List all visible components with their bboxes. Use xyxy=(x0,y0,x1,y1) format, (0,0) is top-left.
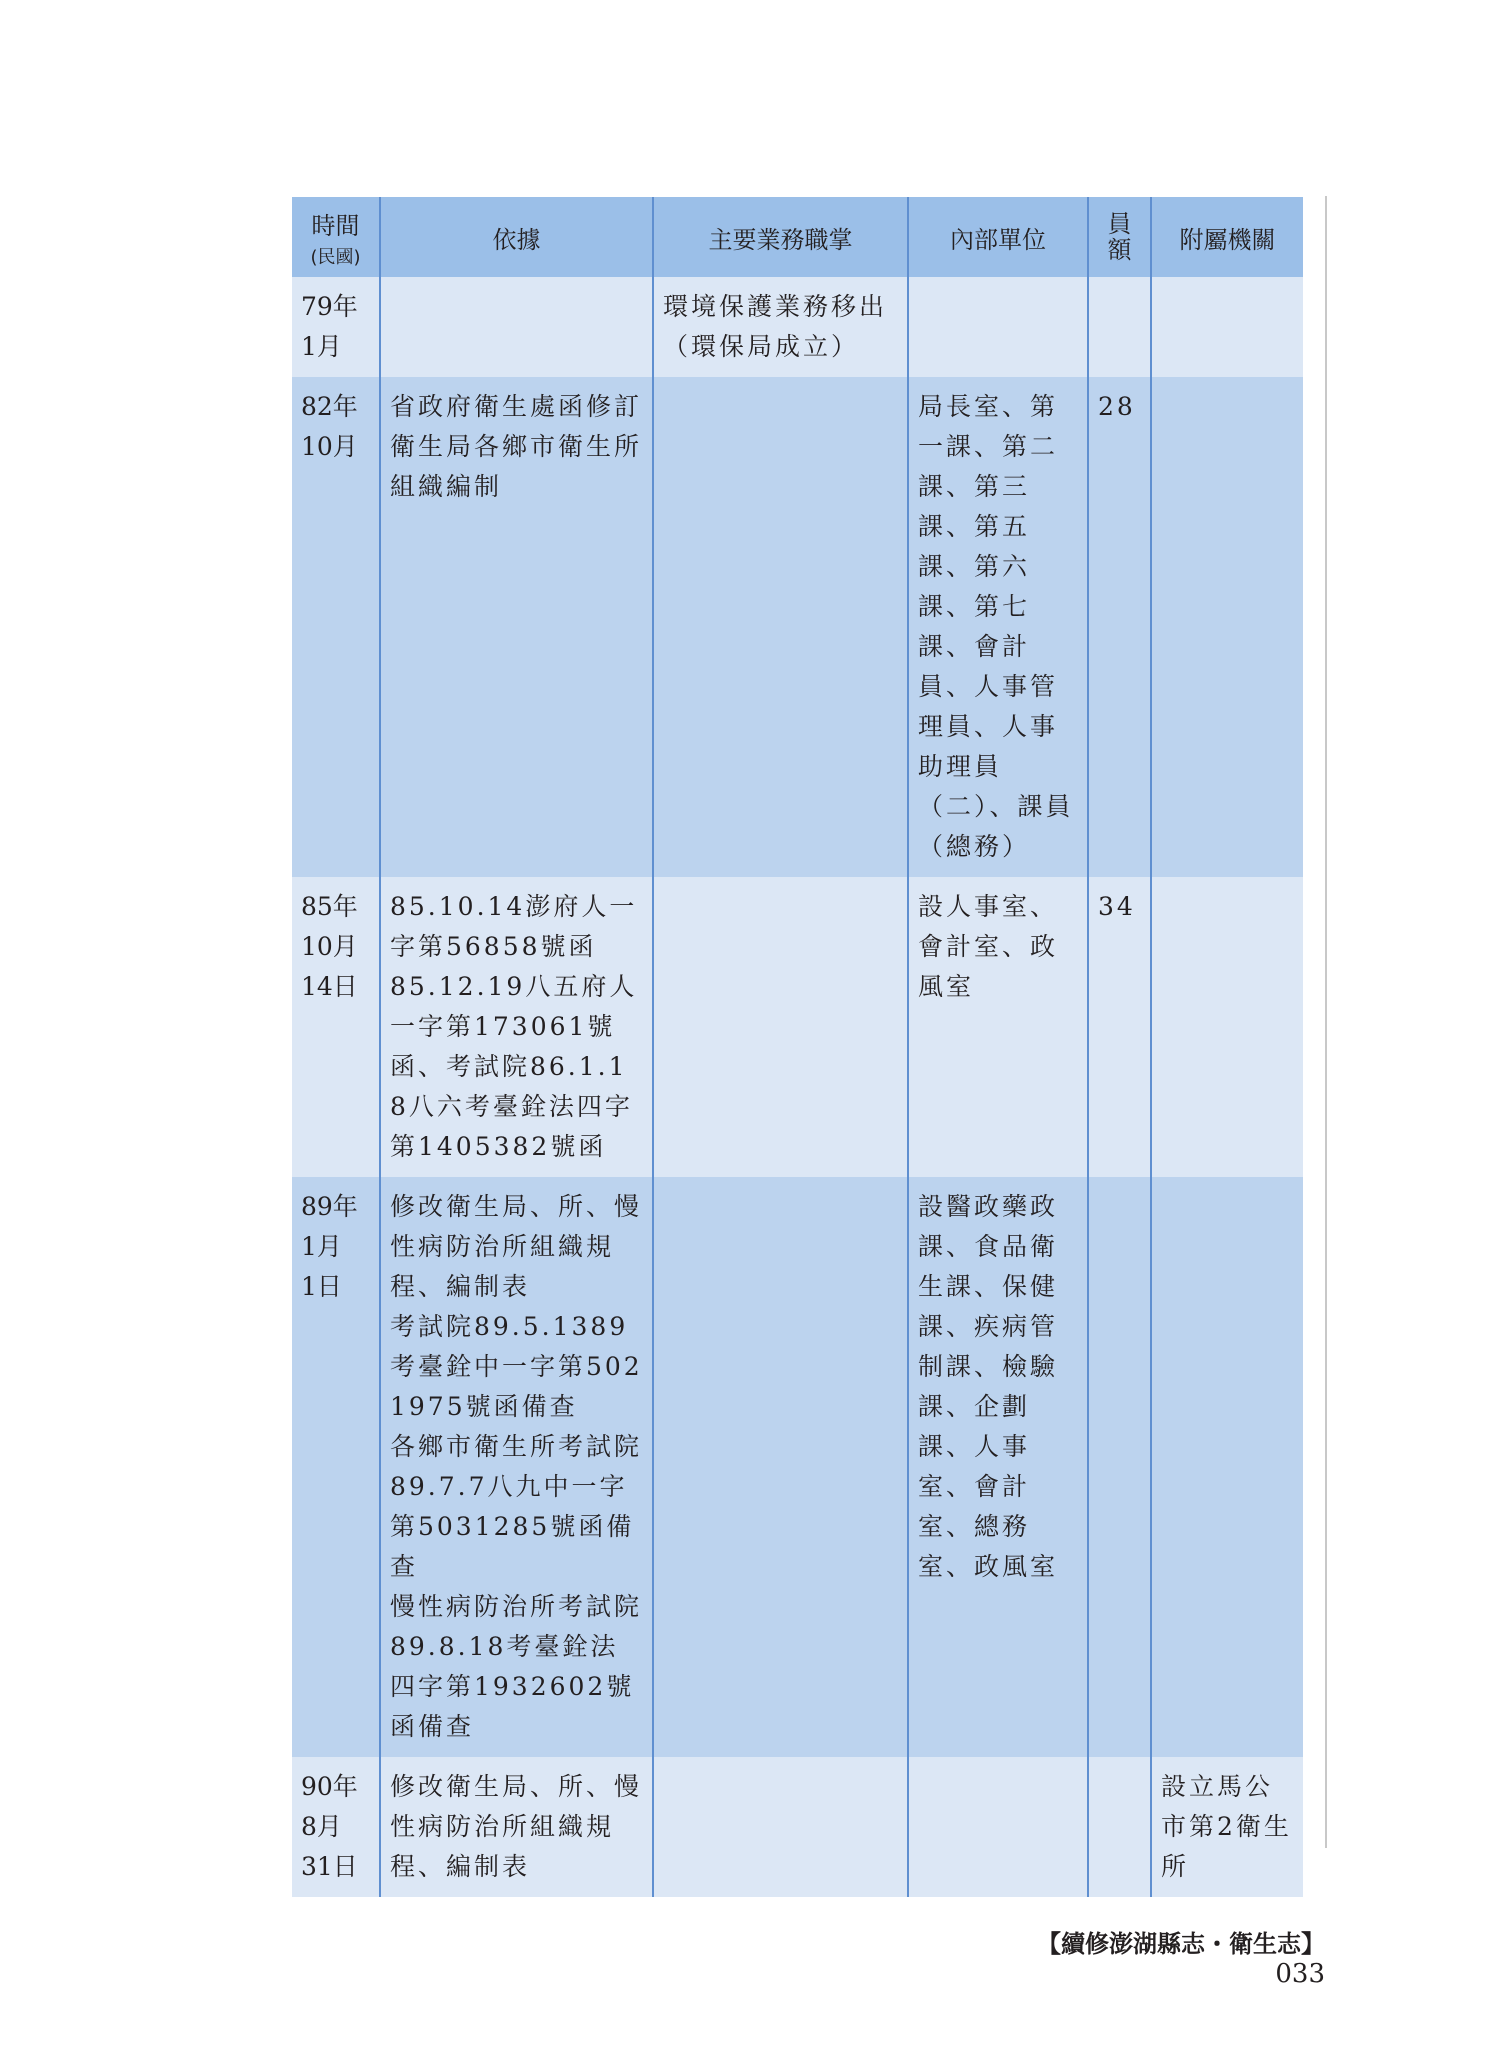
header-duties: 主要業務職掌 xyxy=(653,197,908,277)
table-header-row xyxy=(292,197,1303,277)
cell-basis: 修改衛生局、所、慢性病防治所組織規程、編制表 考試院89.5.1389考臺銓中一字第5021975號函備查 各鄉市衛生所考試院89.7.7八九中一字第5031285號函備查 慢性病防治所考試院89.8.18考臺銓法四字第1932602號函備查 xyxy=(390,1192,643,1741)
cell-basis: 省政府衛生處函修訂衛生局各鄉市衛生所組織編制 xyxy=(390,392,643,501)
cell-time: 79年 1月 xyxy=(301,292,358,361)
header-time: 時間 (民國) xyxy=(292,197,380,277)
cell-staff: 34 xyxy=(1098,892,1136,921)
header-units: 內部單位 xyxy=(908,197,1088,277)
cell-time: 85年 10月 14日 xyxy=(301,892,358,1001)
cell-staff xyxy=(1089,277,1150,297)
cell-affiliated xyxy=(1152,377,1303,397)
cell-time: 90年 8月 31日 xyxy=(301,1772,358,1881)
header-time-sub: (民國) xyxy=(310,246,361,268)
header-staff: 員額 xyxy=(1088,197,1151,277)
cell-staff: 28 xyxy=(1098,392,1136,421)
cell-basis xyxy=(381,277,652,297)
table-row xyxy=(292,1177,1303,1757)
table-row xyxy=(292,1757,1303,1897)
cell-duties xyxy=(654,1177,907,1197)
page-number: 033 xyxy=(1275,1959,1325,1989)
header-affiliated: 附屬機關 xyxy=(1151,197,1303,277)
table-row xyxy=(292,377,1303,877)
book-title: 【續修澎湖縣志・衛生志】 xyxy=(1037,1929,1325,1958)
cell-staff xyxy=(1089,1757,1150,1777)
cell-units: 局長室、第一課、第二課、第三課、第五課、第六課、第七課、會計員、人事管理員、人事助理員（二）、課員（總務） xyxy=(918,392,1074,861)
cell-duties: 環境保護業務移出（環保局成立） xyxy=(663,292,888,361)
cell-units xyxy=(909,277,1087,297)
header-basis: 依據 xyxy=(380,197,653,277)
page-margin-rule xyxy=(1325,196,1327,1848)
cell-units: 設人事室、會計室、政風室 xyxy=(918,892,1059,1001)
cell-units xyxy=(909,1757,1087,1777)
cell-basis: 修改衛生局、所、慢性病防治所組織規程、編制表 xyxy=(390,1772,643,1881)
cell-time: 89年 1月 1日 xyxy=(301,1192,358,1301)
cell-affiliated xyxy=(1152,277,1303,297)
cell-basis: 85.10.14澎府人一字第56858號函 85.12.19八五府人一字第173061號函、考試院86.1.18八六考臺銓法四字第1405382號函 xyxy=(390,892,638,1161)
cell-affiliated: 設立馬公市第2衛生所 xyxy=(1161,1772,1292,1881)
cell-duties xyxy=(654,377,907,397)
cell-affiliated xyxy=(1152,877,1303,897)
table-row xyxy=(292,277,1303,377)
page-footer xyxy=(1010,1924,1325,1989)
cell-duties xyxy=(654,877,907,897)
cell-affiliated xyxy=(1152,1177,1303,1197)
cell-time: 82年 10月 xyxy=(301,392,358,461)
cell-staff xyxy=(1089,1177,1150,1197)
cell-duties xyxy=(654,1757,907,1777)
organization-history-table xyxy=(292,197,1303,1897)
table-row xyxy=(292,877,1303,1177)
cell-units: 設醫政藥政課、食品衛生課、保健課、疾病管制課、檢驗課、企劃課、人事室、會計室、總務室、政風室 xyxy=(918,1192,1059,1581)
